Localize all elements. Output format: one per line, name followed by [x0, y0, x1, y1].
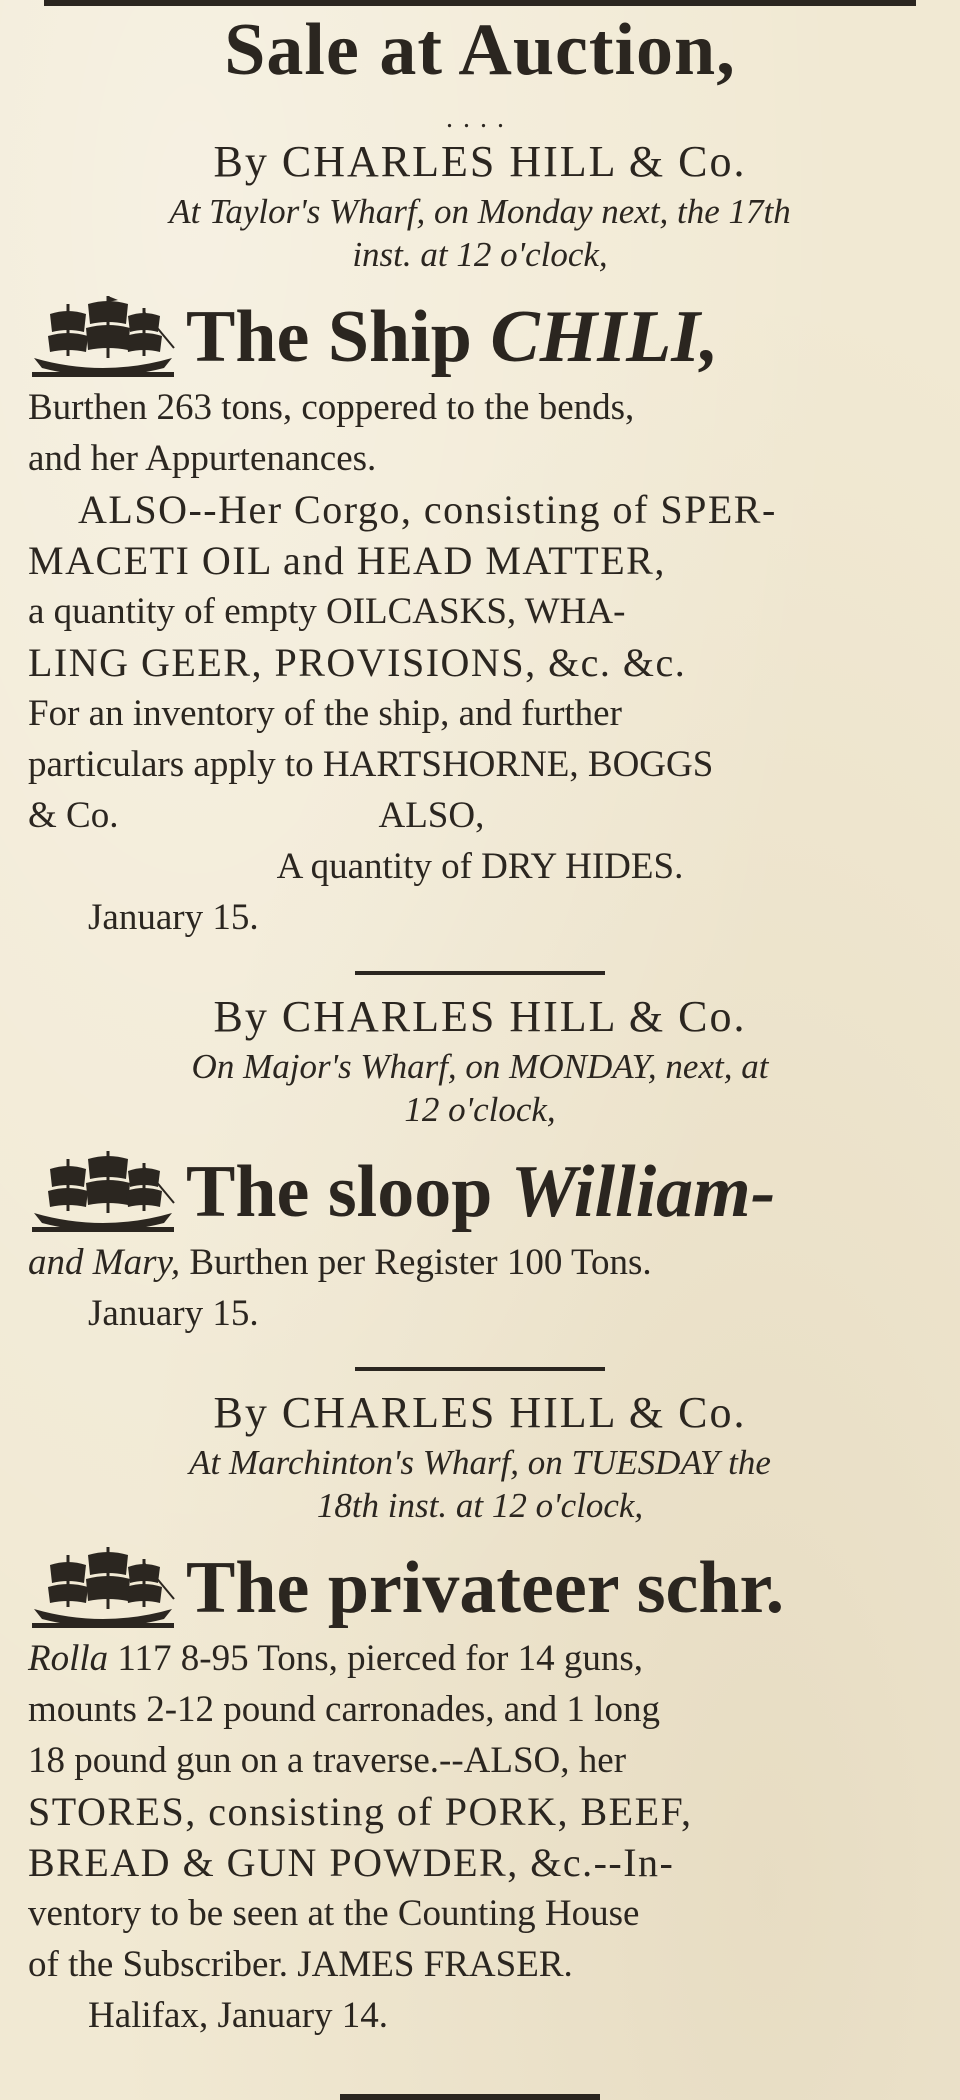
text-line: For an inventory of the ship, and further [28, 693, 622, 734]
location-line: At Marchinton's Wharf, on TUESDAY the [189, 1443, 771, 1482]
date-line: January 15. [88, 897, 259, 938]
text-line: STORES, consisting of PORK, BEEF, [28, 1789, 693, 1834]
section-rule [355, 971, 605, 975]
ship-name [186, 1147, 775, 1237]
byline: By CHARLES HILL & Co. [213, 992, 747, 1041]
ad-body [28, 1633, 932, 2041]
date-line: Halifax, January 14. [88, 1995, 389, 2036]
byline: By CHARLES HILL & Co. [213, 1388, 747, 1437]
text-line: BREAD & GUN POWDER, &c.--In- [28, 1840, 675, 1885]
text-line: 18 pound gun on a traverse.--ALSO, her [28, 1740, 627, 1781]
ad-body [28, 382, 932, 943]
headline: Sale at Auction, [224, 9, 736, 91]
advertisement-privateer-rolla [28, 1385, 932, 2041]
top-rule [44, 0, 916, 6]
advertisement-chili [28, 134, 932, 943]
ship-woodcut-icon [28, 292, 178, 382]
ship-heading [28, 1533, 932, 1633]
ship-name-italic: William- [510, 1151, 776, 1233]
text-line: ventory to be seen at the Counting House [28, 1893, 640, 1934]
tonnage-text: 117 8-95 Tons, pierced for 14 guns, [108, 1638, 644, 1679]
time-line: 12 o'clock, [404, 1090, 556, 1129]
burthen-text: Burthen per Register 100 Tons. [180, 1242, 652, 1283]
text-line: MACETI OIL and HEAD MATTER, [28, 538, 666, 583]
text-line [28, 790, 932, 841]
time-line: 18th inst. at 12 o'clock, [316, 1486, 644, 1525]
ship-name-prefix: The sloop [186, 1151, 511, 1233]
ornament-dots: .... [446, 103, 514, 134]
ship-woodcut-icon [28, 1147, 178, 1237]
text-line [28, 1633, 932, 1684]
section-rule [355, 1367, 605, 1371]
ship-name [186, 292, 719, 382]
bottom-rule [340, 2094, 600, 2100]
ship-woodcut-icon [28, 1543, 178, 1633]
text-line: A quantity of DRY HIDES. [276, 846, 684, 887]
location-line: On Major's Wharf, on MONDAY, next, at [191, 1047, 769, 1086]
vessel-name-italic: Rolla [28, 1638, 109, 1679]
time-line: inst. at 12 o'clock, [352, 235, 608, 274]
text-line: Burthen 263 tons, coppered to the bends, [28, 387, 635, 428]
text-line: a quantity of empty OILCASKS, WHA- [28, 591, 626, 632]
location-line: At Taylor's Wharf, on Monday next, the 17th [169, 192, 791, 231]
date-line: January 15. [88, 1293, 259, 1334]
ship-name-italic: CHILI, [490, 296, 719, 378]
ship-heading [28, 282, 932, 382]
text-line [28, 1237, 932, 1288]
byline: By CHARLES HILL & Co. [213, 137, 747, 186]
text-line: of the Subscriber. JAMES FRASER. [28, 1944, 573, 1985]
text-line: LING GEER, PROVISIONS, &c. &c. [28, 640, 687, 685]
vessel-name-italic: and Mary, [28, 1242, 181, 1283]
ship-name-prefix: The Ship [186, 296, 491, 378]
also-text: ALSO, [378, 795, 485, 836]
ship-name: The privateer schr. [186, 1547, 785, 1629]
text-line: particulars apply to HARTSHORNE, BOGGS [28, 744, 714, 785]
text-line: ALSO--Her Corgo, consisting of SPER- [78, 487, 777, 532]
ad-body [28, 1237, 932, 1339]
co-text: & Co. [28, 795, 119, 836]
ship-heading [28, 1137, 932, 1237]
text-line: mounts 2-12 pound carronades, and 1 long [28, 1689, 660, 1730]
text-line: and her Appurtenances. [28, 438, 377, 479]
advertisement-william-and-mary [28, 989, 932, 1339]
